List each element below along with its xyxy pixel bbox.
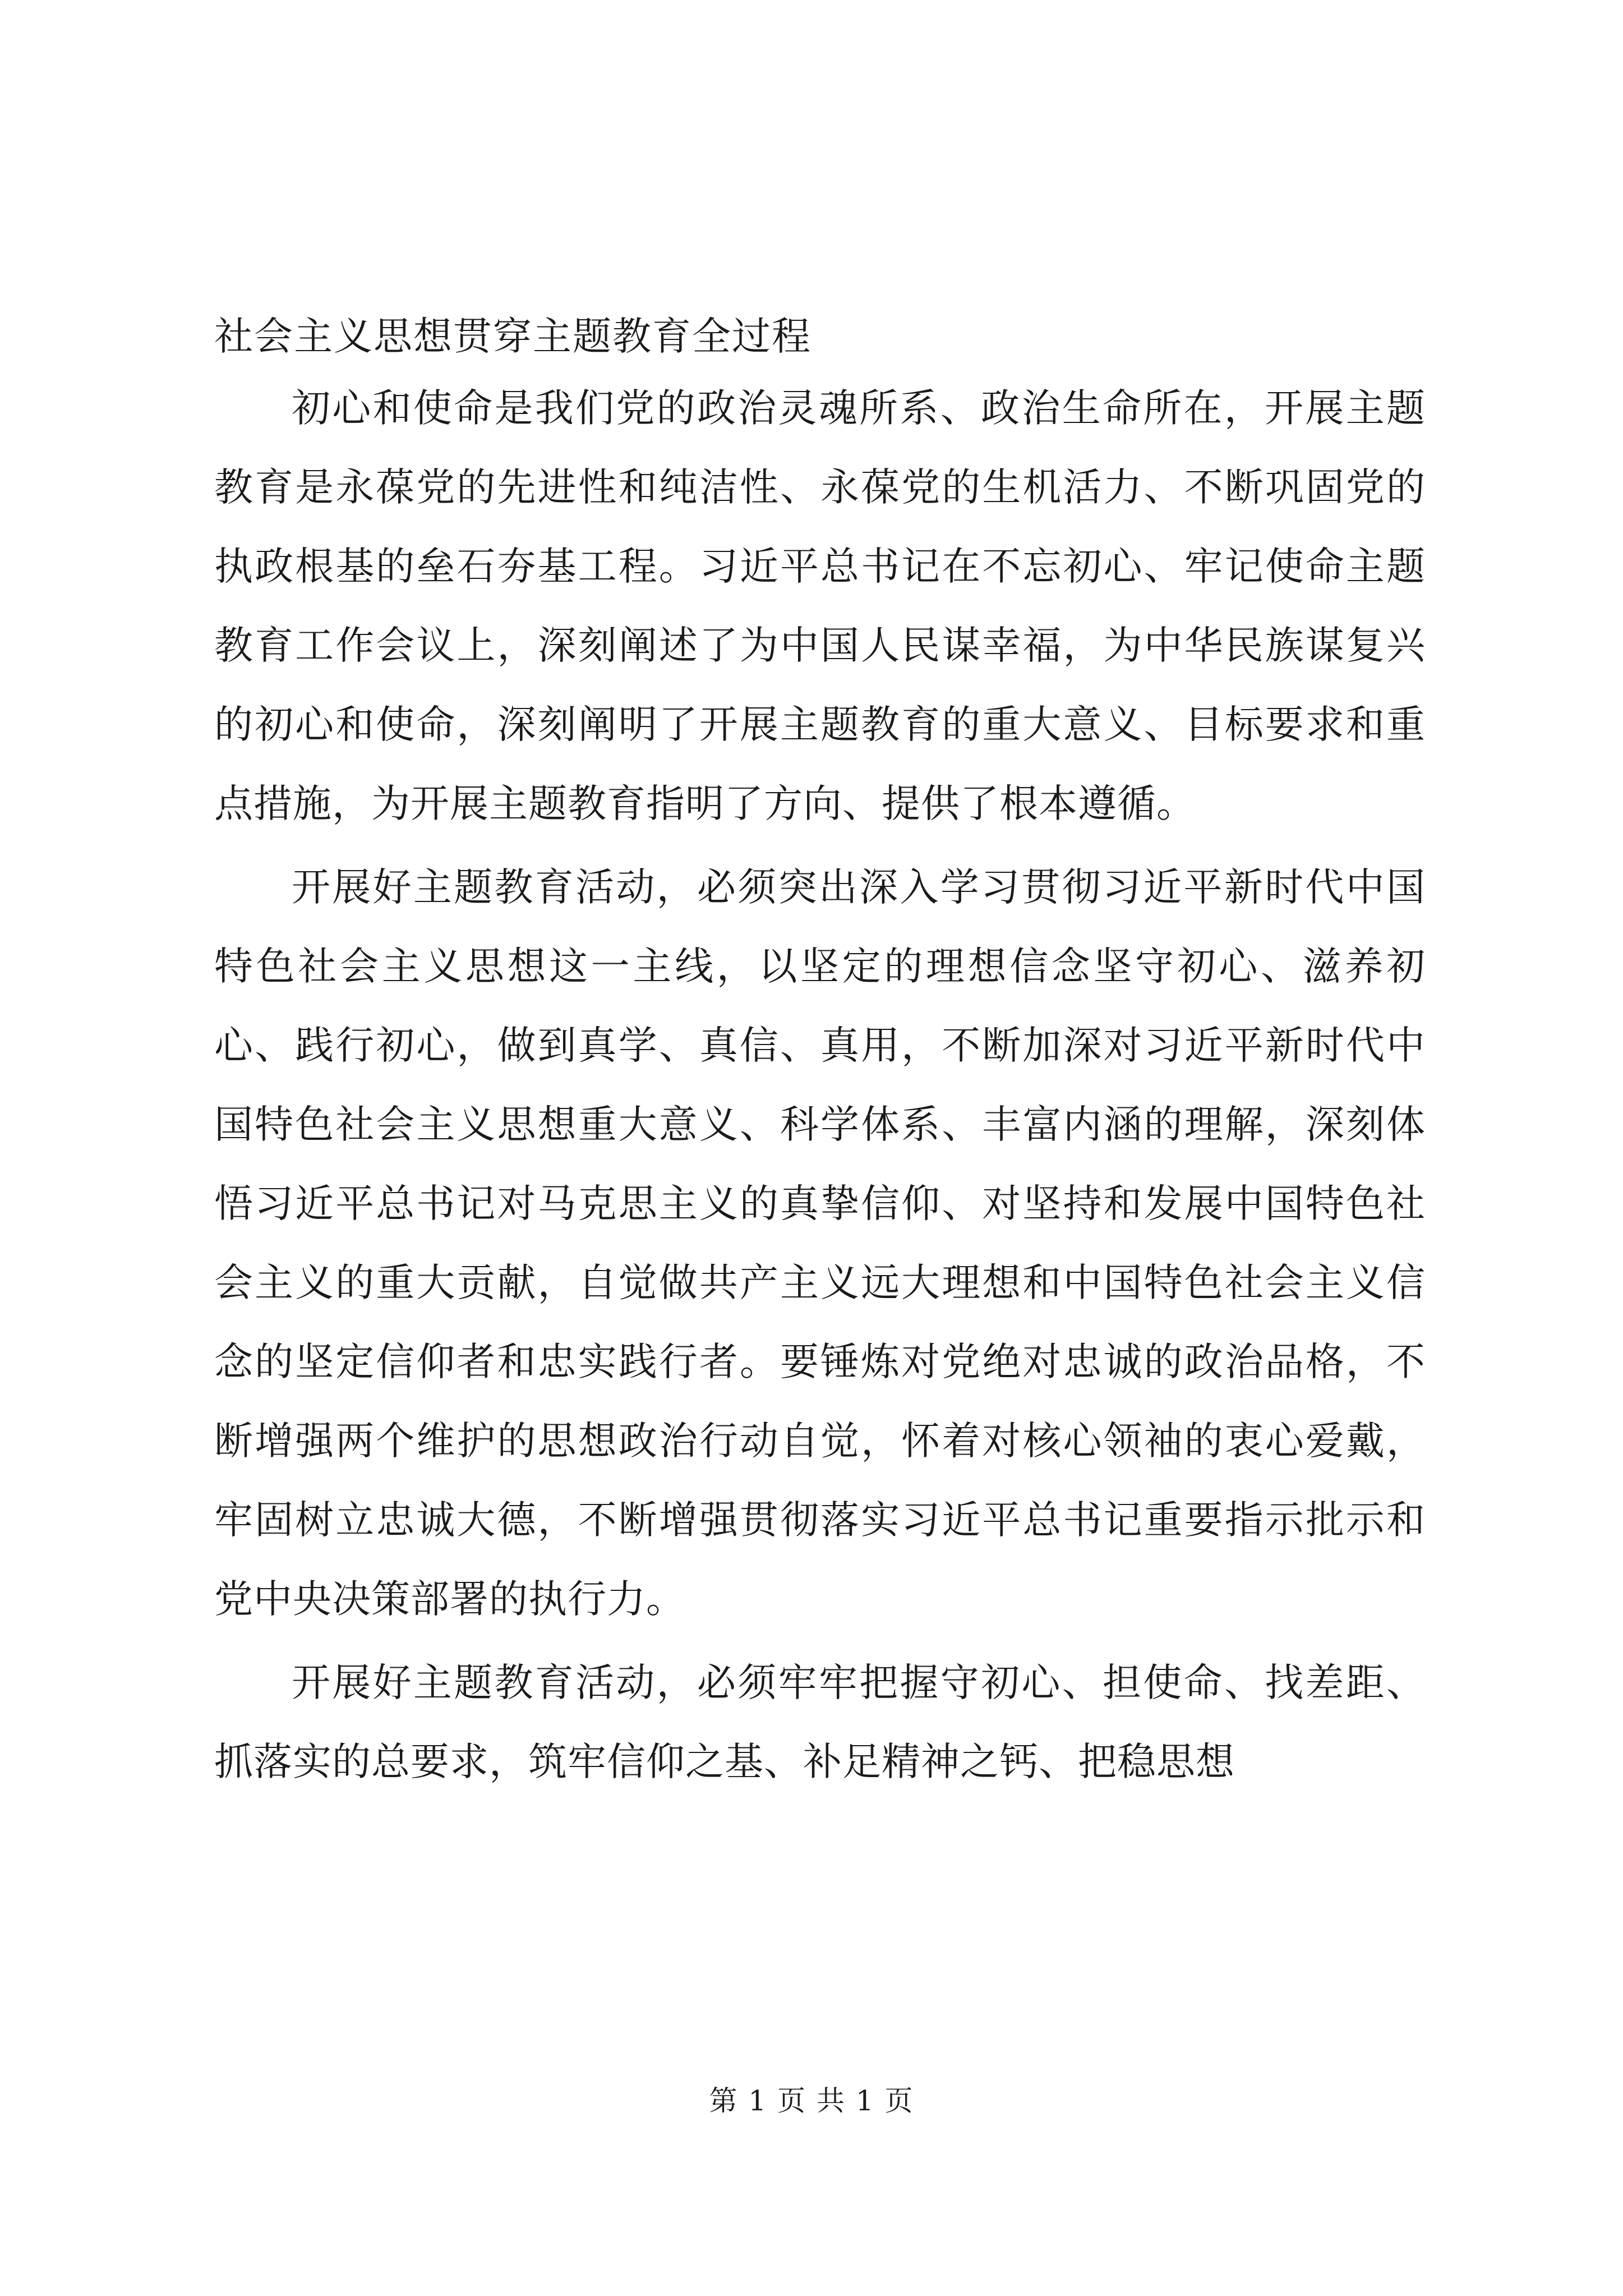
document-body [214,306,1426,1806]
paragraph-2: 开展好主题教育活动，必须突出深入学习贯彻习近平新时代中国特色社会主义思想这一主线，以坚定的理想信念坚守初心、滋养初心、践行初心，做到真学、真信、真用，不断加深对习近平新时代中国特色社会主义思想重大意义、科学体系、丰富内涵的理解，深刻体悟习近平总书记对马克思主义的真挚信仰、对坚持和发展中国特色社会主义的重大贡献，自觉做共产主义远大理想和中国特色社会主义信念的坚定信仰者和忠实践行者。要锤炼对党绝对忠诚的政治品格，不断增强两个维护的思想政治行动自觉，怀着对核心领袖的衷心爱戴，牢固树立忠诚大德，不断增强贯彻落实习近平总书记重要指示批示和党中央决策部署的执行力。 [214,865,1426,1622]
page-footer: 第 1 页 共 1 页 [709,2085,914,2117]
document-title: 社会主义思想贯穿主题教育全过程 [214,314,811,359]
paragraph-3: 开展好主题教育活动，必须牢牢把握守初心、担使命、找差距、抓落实的总要求，筑牢信仰之基、补足精神之钙、把稳思想 [214,1660,1426,1784]
paragraph-1: 初心和使命是我们党的政治灵魂所系、政治生命所在，开展主题教育是永葆党的先进性和纯洁性、永葆党的生机活力、不断巩固党的执政根基的垒石夯基工程。习近平总书记在不忘初心、牢记使命主题教育工作会议上，深刻阐述了为中国人民谋幸福，为中华民族谋复兴的初心和使命，深刻阐明了开展主题教育的重大意义、目标要求和重点措施，为开展主题教育指明了方向、提供了根本遵循。 [214,386,1426,826]
